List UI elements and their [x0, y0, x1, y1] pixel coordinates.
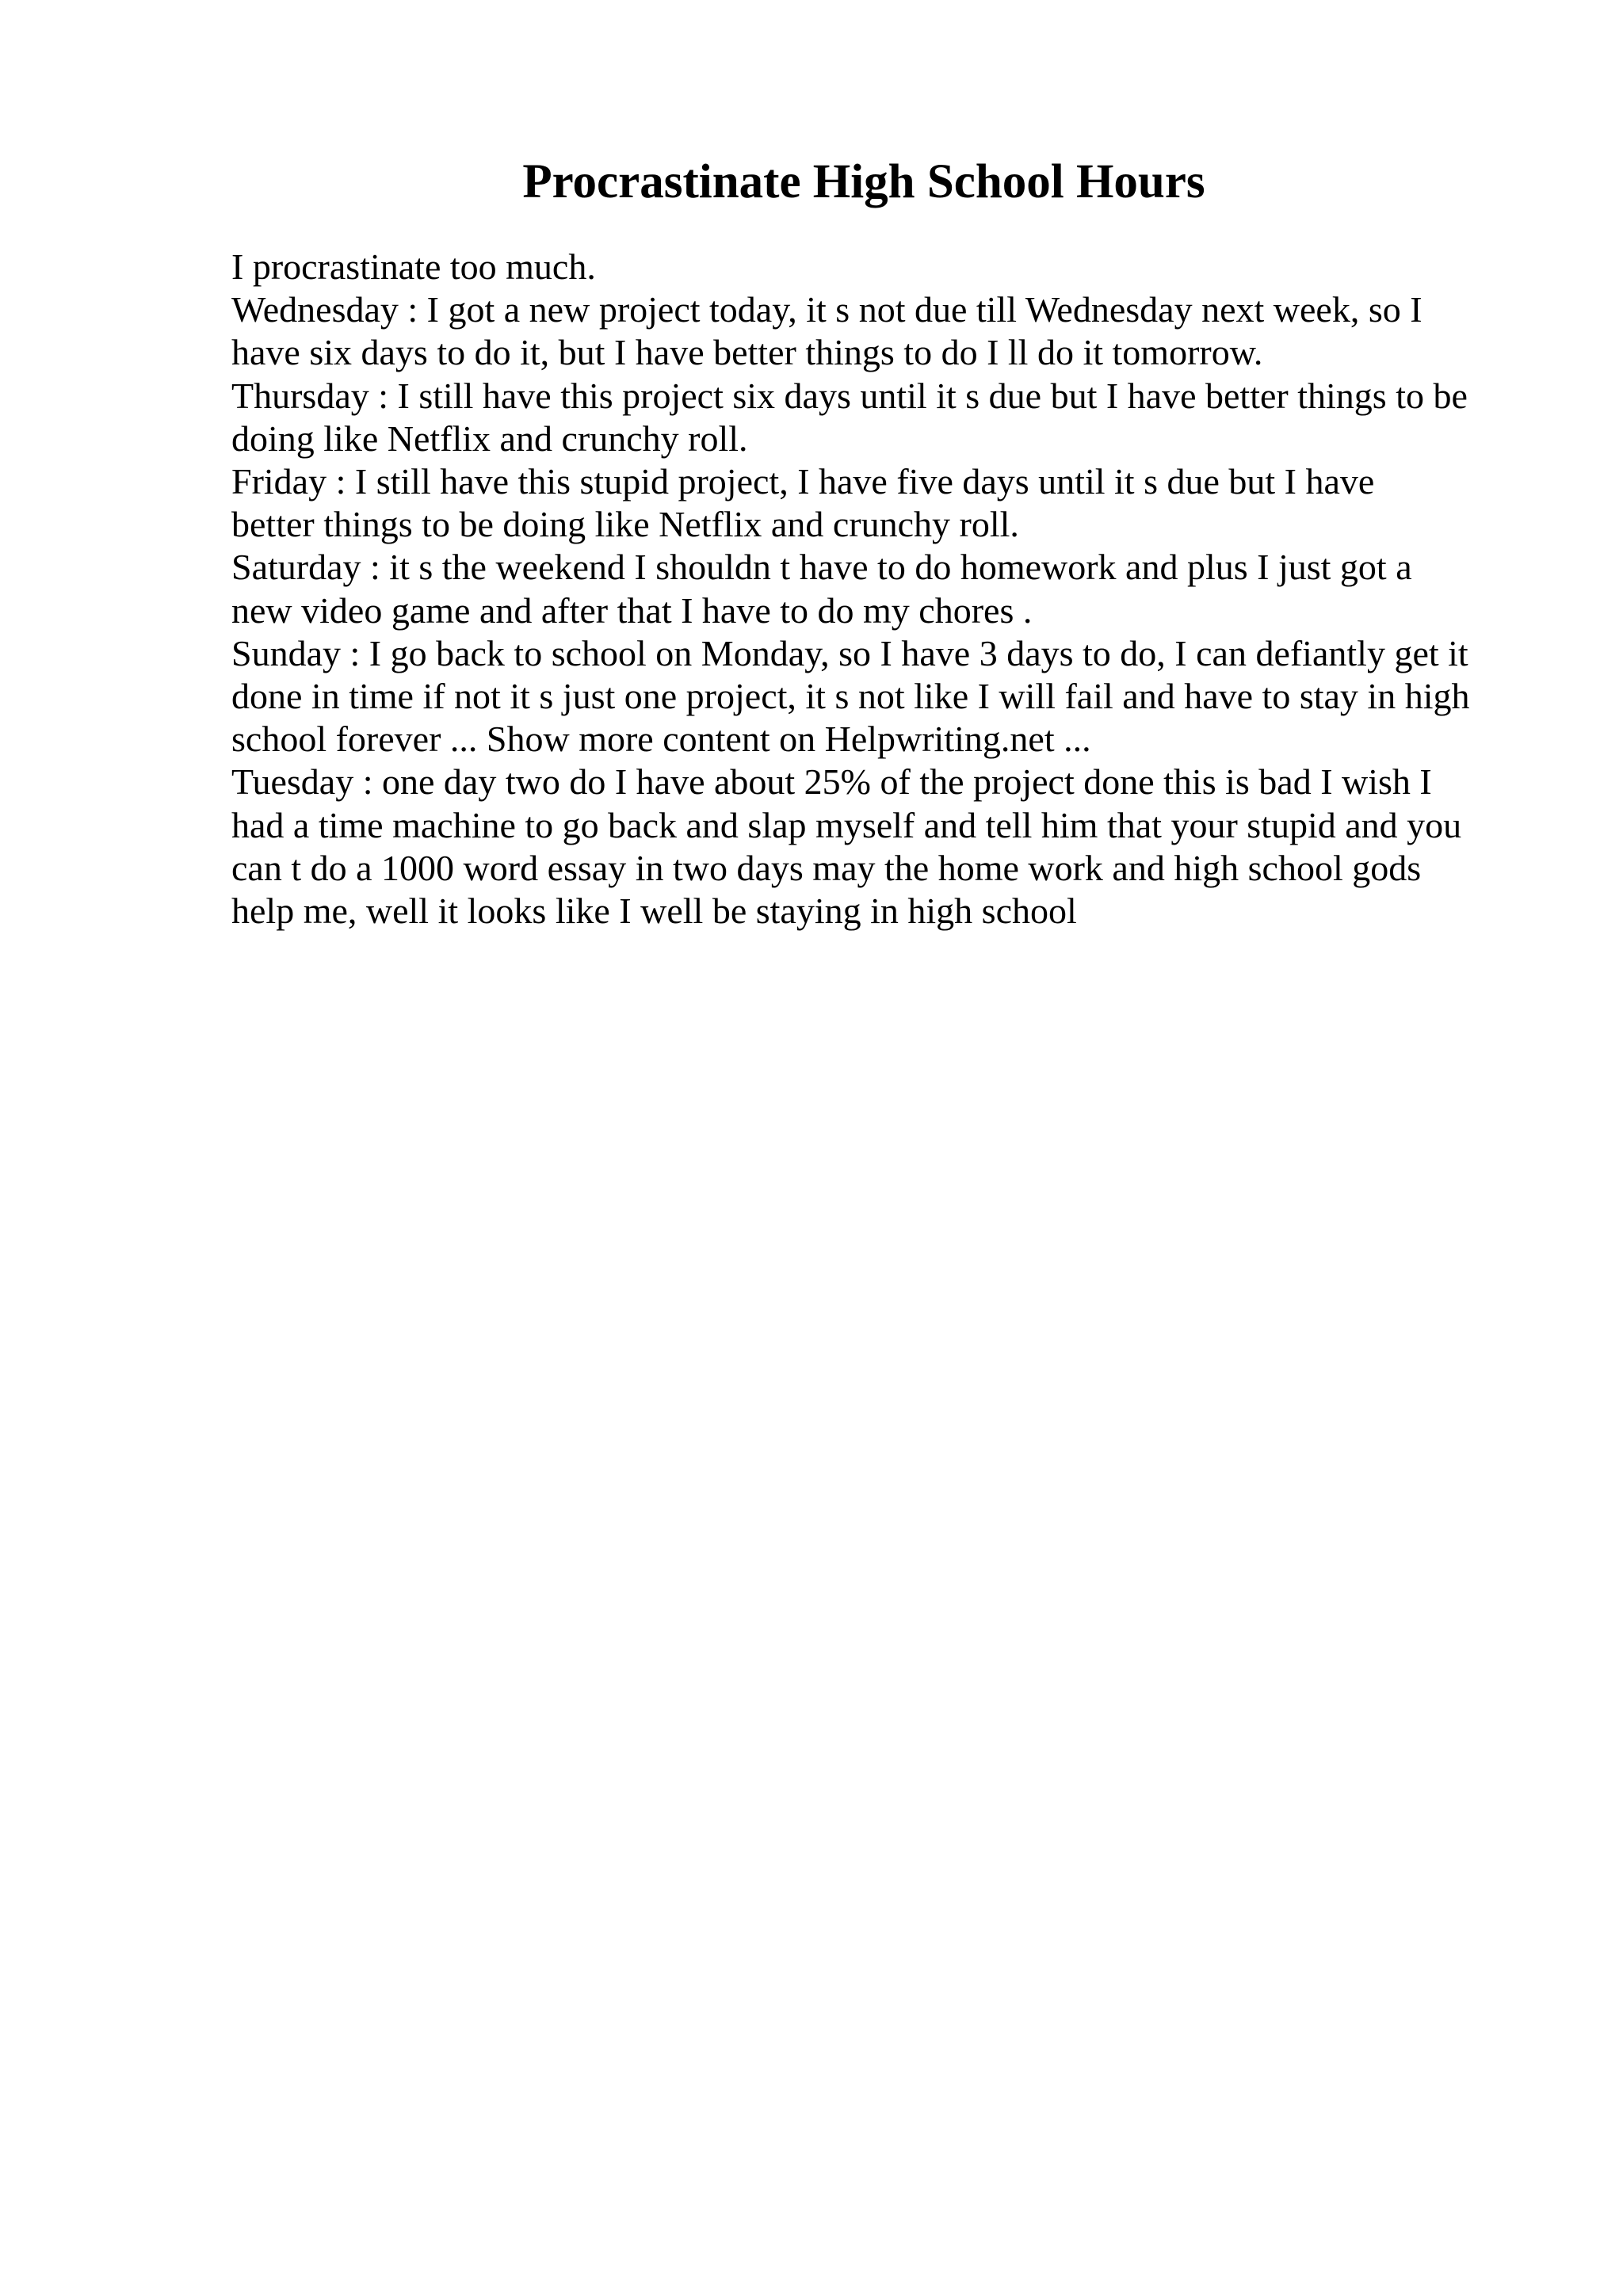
- body-line: Friday : I still have this stupid project, I have five days until it s due but I have: [231, 461, 1375, 502]
- body-line: doing like Netflix and crunchy roll.: [231, 418, 748, 459]
- body-line: Tuesday : one day two do I have about 25% of the project done this is bad I wish I: [231, 761, 1432, 803]
- body-line: I procrastinate too much.: [231, 246, 596, 287]
- body-line: new video game and after that I have to do my chores .: [231, 589, 1033, 631]
- body-line: Thursday : I still have this project six days until it s due but I have better things to be: [231, 375, 1468, 416]
- body-line: Saturday : it s the weekend I shouldn t have to do homework and plus I just got a: [231, 547, 1412, 588]
- document-body: [231, 246, 1515, 933]
- body-line: help me, well it looks like I well be staying in high school: [231, 891, 1077, 932]
- body-line: can t do a 1000 word essay in two days may the home work and high school gods: [231, 847, 1422, 888]
- body-line: Wednesday : I got a new project today, it s not due till Wednesday next week, so I: [231, 289, 1423, 330]
- body-line: school forever ... Show more content on Helpwriting.net ...: [231, 719, 1091, 760]
- body-line: have six days to do it, but I have better things to do I ll do it tomorrow.: [231, 332, 1263, 373]
- body-line: had a time machine to go back and slap myself and tell him that your stupid and you: [231, 804, 1462, 845]
- body-line: Sunday : I go back to school on Monday, so I have 3 days to do, I can defiantly get it: [231, 632, 1468, 673]
- body-line: done in time if not it s just one project, it s not like I will fail and have to stay in high: [231, 676, 1470, 717]
- document-title: Procrastinate High School Hours: [522, 155, 1205, 208]
- body-line: better things to be doing like Netflix and crunchy roll.: [231, 504, 1019, 545]
